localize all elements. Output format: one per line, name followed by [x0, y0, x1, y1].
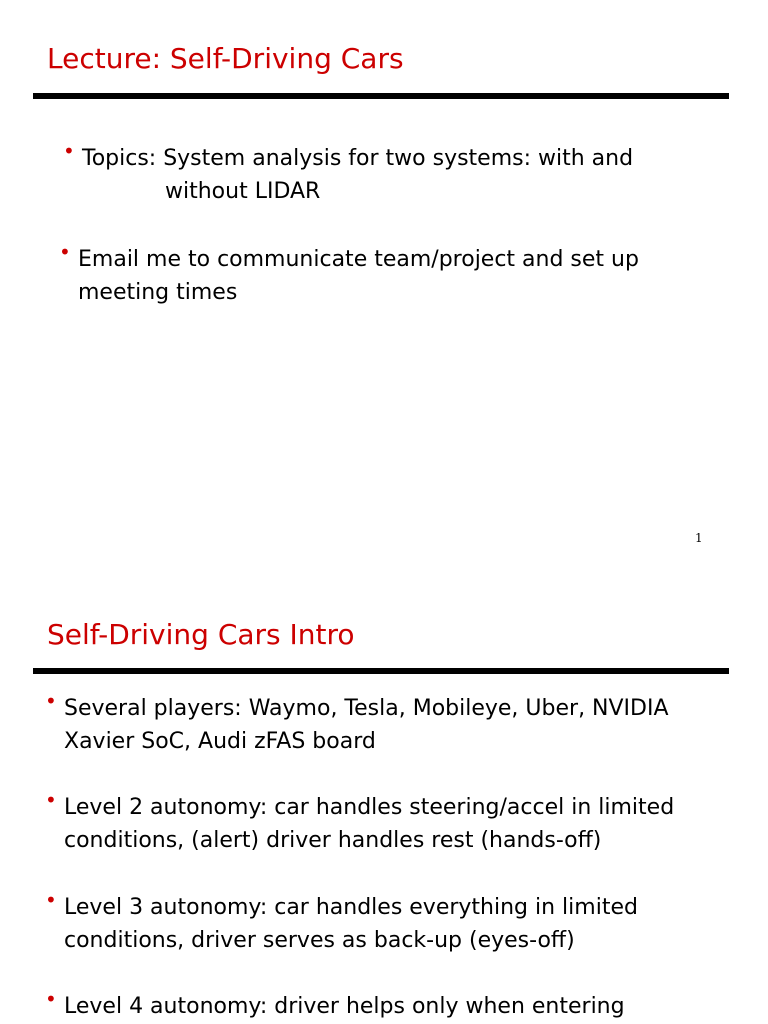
bullet-icon: • — [59, 240, 71, 264]
slide-1-bullet-topics — [63, 139, 634, 208]
slide-2-bullet-level-3 — [45, 888, 638, 957]
bullet-text-line: Topics: System analysis for two systems: with and — [82, 146, 634, 171]
bullet-text-line: Several players: Waymo, Tesla, Mobileye, Uber, NVIDIA — [64, 696, 669, 721]
slide-2-title: Self-Driving Cars Intro — [47, 618, 355, 651]
bullet-text-line: Level 3 autonomy: car handles everything in limited — [64, 895, 638, 920]
bullet-text-line: Level 4 autonomy: driver helps only when entering — [64, 994, 625, 1019]
slide-1-title: Lecture: Self-Driving Cars — [47, 42, 404, 75]
bullet-text-line: Xavier SoC, Audi zFAS board — [64, 729, 376, 754]
slide-2-bullet-players — [45, 689, 669, 758]
bullet-text-line: Level 2 autonomy: car handles steering/accel in limited — [64, 795, 675, 820]
bullet-text-line: conditions, (alert) driver handles rest (hands-off) — [64, 828, 602, 853]
slide-2-bullet-level-2 — [45, 788, 675, 857]
bullet-icon: • — [45, 689, 57, 713]
bullet-icon: • — [45, 788, 57, 812]
bullet-text-line: Email me to communicate team/project and set up — [78, 247, 639, 272]
slide-2-bullet-level-4 — [45, 987, 625, 1023]
slide-1-bullet-email — [59, 240, 639, 309]
bullet-icon: • — [63, 139, 75, 163]
slide-1-title-rule — [33, 93, 729, 99]
bullet-icon: • — [45, 888, 57, 912]
bullet-text-line: without LIDAR — [165, 179, 321, 204]
bullet-icon: • — [45, 987, 57, 1011]
page-number: 1 — [695, 531, 703, 545]
bullet-text-line: conditions, driver serves as back-up (eyes-off) — [64, 928, 575, 953]
bullet-text-line: meeting times — [78, 280, 238, 305]
slide-2-title-rule — [33, 668, 729, 674]
